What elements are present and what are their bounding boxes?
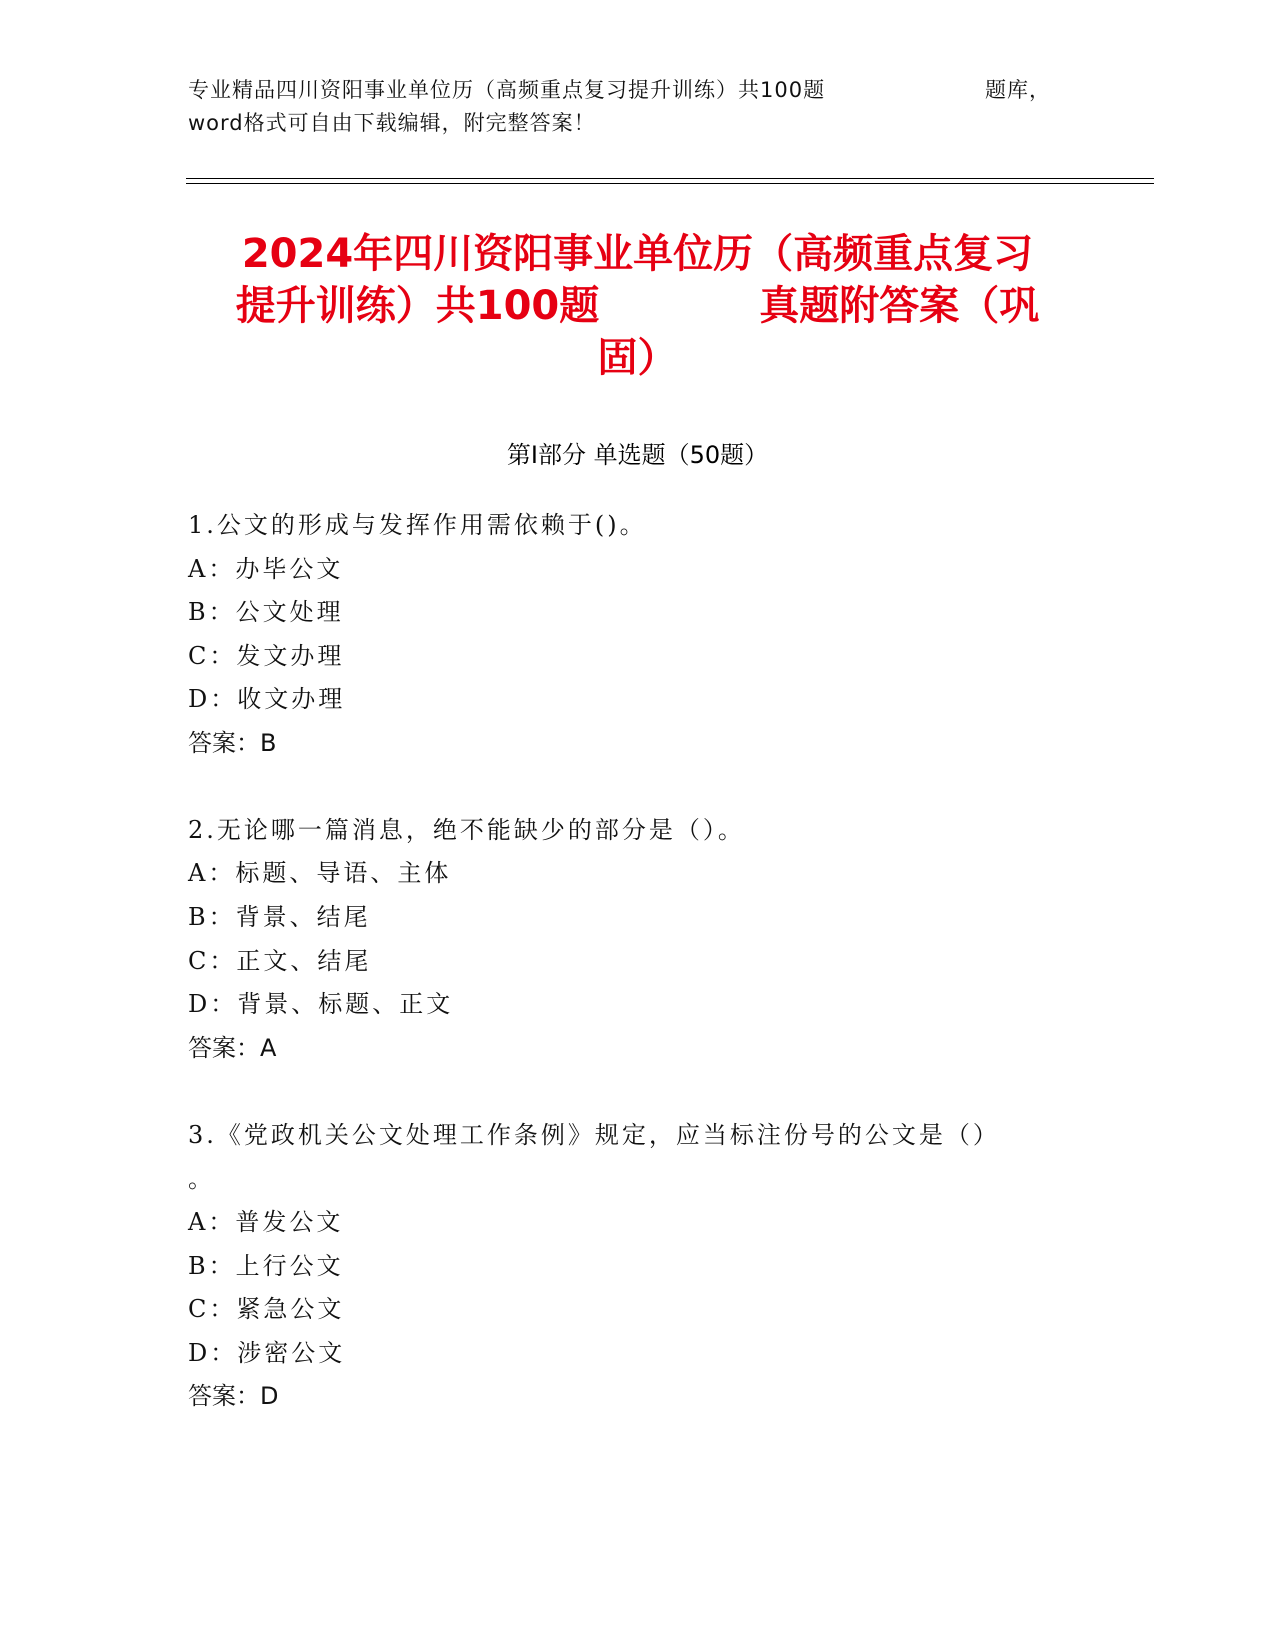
question-3-option-c: C：紧急公文 <box>188 1295 345 1323</box>
question-2-option-d: D：背景、标题、正文 <box>188 990 454 1018</box>
question-3-stem: 3.《党政机关公文处理工作条例》规定，应当标注份号的公文是（） <box>188 1121 1000 1149</box>
question-3-answer: 答案：D <box>188 1382 279 1410</box>
question-1-option-b: B：公文处理 <box>188 598 344 626</box>
question-2-answer: 答案：A <box>188 1034 277 1062</box>
header-line-1: 专业精品四川资阳事业单位历（高频重点复习提升训练）共100题 <box>188 78 826 102</box>
question-2-option-b: B：背景、结尾 <box>188 903 371 931</box>
header-rule-top <box>186 178 1154 179</box>
section-heading: 第Ⅰ部分 单选题（50题） <box>506 441 769 469</box>
question-1-option-d: D：收文办理 <box>188 685 346 713</box>
question-1-option-c: C：发文办理 <box>188 642 345 670</box>
question-3-option-b: B：上行公文 <box>188 1252 344 1280</box>
header-rule-bottom <box>186 183 1154 184</box>
question-2-option-a: A：标题、导语、主体 <box>188 859 452 887</box>
question-3-option-a: A：普发公文 <box>188 1208 344 1236</box>
question-3-stem-continuation: 。 <box>188 1165 215 1193</box>
header-line-1-right: 题库， <box>985 78 1051 102</box>
title-line-2: 提升训练）共100题 真题附答案（巩 <box>235 283 1040 329</box>
document-title <box>150 228 1125 384</box>
question-2-stem: 2.无论哪一篇消息，绝不能缺少的部分是（）。 <box>188 816 745 844</box>
question-1-answer: 答案：B <box>188 729 277 757</box>
question-2-option-c: C：正文、结尾 <box>188 947 372 975</box>
header-line-2: word格式可自由下载编辑，附完整答案！ <box>188 111 596 135</box>
question-1-option-a: A：办毕公文 <box>188 555 344 583</box>
question-3-option-d: D：涉密公文 <box>188 1339 346 1367</box>
question-1-stem: 1.公文的形成与发挥作用需依赖于()。 <box>188 511 647 539</box>
title-line-1: 2024年四川资阳事业单位历（高频重点复习 <box>241 231 1034 277</box>
title-line-3: 固） <box>597 335 678 381</box>
